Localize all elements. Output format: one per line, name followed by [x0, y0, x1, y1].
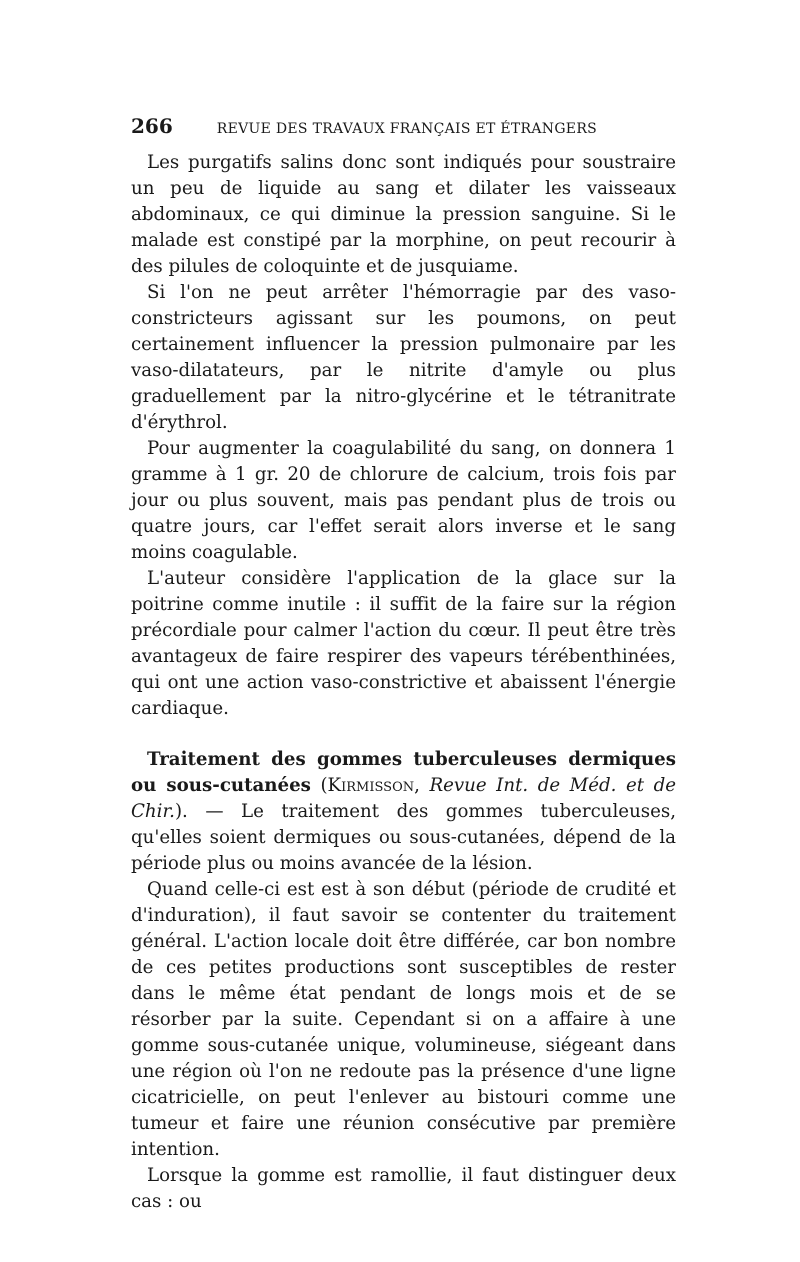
paragraph: Lorsque la gomme est ramollie, il faut distinguer deux cas : ou [131, 1165, 676, 1212]
page-number: 266 [131, 114, 173, 138]
reference-journal: Revue Int. de Méd. et de Chir. [131, 775, 676, 822]
page-header [131, 114, 676, 144]
section-title: Traitement des gommes tuberculeuses dermiques ou sous-cutanées [131, 749, 676, 796]
paragraph: Si l'on ne peut arrêter l'hémorragie par des vaso-constricteurs agissant sur les poumons, on peut certainement influencer la pression pulmonaire par les vaso-dilatateurs, par le nitrite d'amyle ou plus graduellement par la nitro-glycérine et le tétranitrate d'érythrol. [131, 282, 676, 433]
paragraph: Les purgatifs salins donc sont indiqués pour soustraire un peu de liquide au sang et dilater les vaisseaux abdominaux, ce qui diminue la pression sanguine. Si le malade est constipé par la morphine, on peut recourir à des pilules de coloquinte et de jusquiame. [131, 152, 676, 277]
running-title: REVUE DES TRAVAUX FRANÇAIS ET ÉTRANGERS [216, 121, 598, 137]
paragraph: Quand celle-ci est est à son début (période de crudité et d'induration), il faut savoir se contenter du traitement général. L'action locale doit être différée, car bon nombre de ces petites productions sont susceptibles de rester dans le même état pendant de longs mois et de se résorber par la suite. Cependant si on a affaire à une gomme sous-cutanée unique, volumineuse, siégeant dans une région où l'on ne redoute pas la présence d'une ligne cicatricielle, on peut l'enlever au bistouri comme une tumeur et faire une réunion consécutive par première intention. [131, 879, 676, 1160]
reference-author: Kirmisson [327, 775, 415, 796]
body-text [131, 150, 676, 1215]
paragraph: L'auteur considère l'application de la glace sur la poitrine comme inutile : il suffit de la faire sur la région précordiale pour calmer l'action du cœur. Il peut être très avantageux de faire respirer des vapeurs térébenthinées, qui ont une action vaso-constrictive et abaissent l'énergie cardiaque. [131, 568, 676, 719]
reference-open: ( [320, 775, 328, 796]
reference-close: ). [174, 801, 188, 822]
paragraph: Pour augmenter la coagulabilité du sang, on donnera 1 gramme à 1 gr. 20 de chlorure de calcium, trois fois par jour ou plus souvent, mais pas pendant plus de trois ou quatre jours, car l'effet serait alors inverse et le sang moins coagulable. [131, 438, 676, 563]
section-intro-text: — Le traitement des gommes tuberculeuses, qu'elles soient dermiques ou sous-cutanées, dépend de la période plus ou moins avancée de la lésion. [131, 801, 676, 874]
section-intro-paragraph: Traitement des gommes tuberculeuses dermiques ou sous-cutanées (Kirmisson, Revue Int. de Méd. et de Chir.). — Le traitement des gommes tuberculeuses, qu'elles soient dermiques ou sous-cutanées, dépend de la période plus ou moins avancée de la lésion. [131, 749, 676, 874]
